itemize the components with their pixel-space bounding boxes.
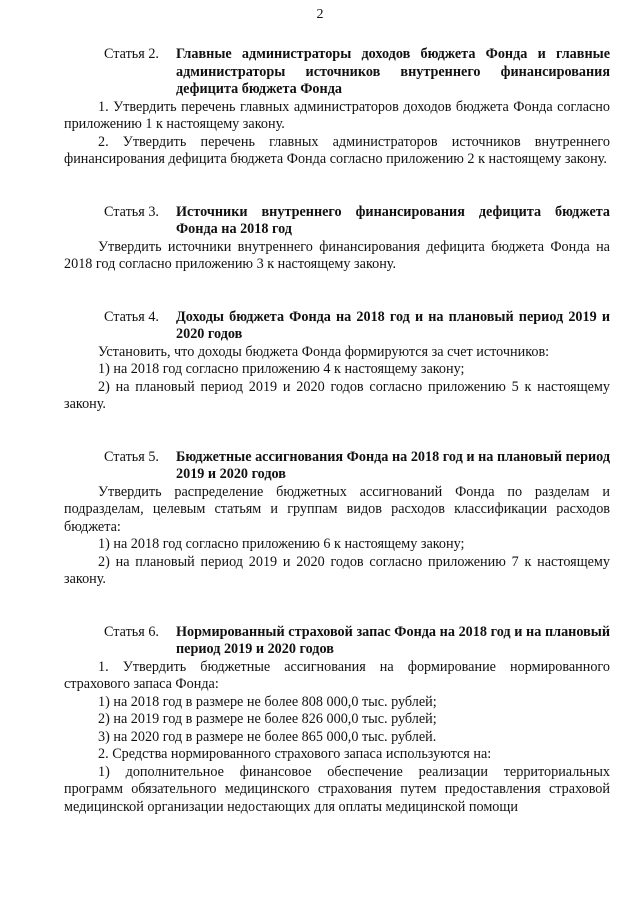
article-label: Статья 3. — [104, 203, 159, 220]
article-5 — [64, 449, 610, 589]
paragraph: 1) на 2018 год согласно приложению 6 к настоящему закону; — [98, 536, 465, 552]
article-3 — [64, 204, 610, 274]
paragraph: 2) на плановый период 2019 и 2020 годов согласно приложению 7 к настоящему закону. — [64, 553, 610, 587]
paragraph: Утвердить источники внутреннего финансирования дефицита бюджета Фонда на 2018 год согласно приложению 3 к настоящему закону. — [64, 238, 610, 272]
article-6 — [64, 624, 610, 817]
paragraph: 3) на 2020 год в размере не более 865 000,0 тыс. рублей. — [98, 728, 437, 745]
paragraph: 1) на 2018 год в размере не более 808 000,0 тыс. рублей; — [98, 693, 437, 710]
page-number: 2 — [316, 7, 324, 22]
paragraph: 1. Утвердить бюджетные ассигнования на формирование нормированного страхового запаса Фонда: — [64, 658, 610, 692]
article-label: Статья 6. — [104, 623, 159, 640]
paragraph: Установить, что доходы бюджета Фонда формируются за счет источников: — [98, 343, 550, 360]
article-title: Доходы бюджета Фонда на 2018 год и на плановый период 2019 и 2020 годов — [176, 308, 610, 342]
paragraph: 2) на плановый период 2019 и 2020 годов согласно приложению 5 к настоящему закону. — [64, 378, 610, 412]
article-title: Бюджетные ассигнования Фонда на 2018 год и на плановый период 2019 и 2020 годов — [176, 448, 610, 482]
document-body — [64, 46, 610, 816]
article-title: Нормированный страховой запас Фонда на 2018 год и на плановый период 2019 и 2020 годов — [176, 623, 610, 657]
article-label: Статья 2. — [104, 46, 159, 62]
article-title: Источники внутреннего финансирования дефицита бюджета Фонда на 2018 год — [176, 203, 610, 237]
article-2 — [64, 46, 610, 169]
article-label: Статья 4. — [104, 308, 159, 325]
paragraph: 2. Утвердить перечень главных администраторов источников внутреннего финансирования дефицита бюджета Фонда согласно приложению 2 к настоящему закону. — [64, 133, 610, 167]
paragraph: 1) дополнительное финансовое обеспечение реализации территориальных программ обязательного медицинского страхования путем предоставления страховой медицинской организации недостающих для оплаты медицинской помощи — [64, 763, 610, 815]
paragraph: 2. Средства нормированного страхового запаса используются на: — [98, 746, 492, 762]
paragraph: Утвердить распределение бюджетных ассигнований Фонда по разделам и подразделам, целевым статьям и группам видов расходов классификации расходов бюджета: — [64, 483, 610, 535]
paragraph: 1. Утвердить перечень главных администраторов доходов бюджета Фонда согласно приложению 1 к настоящему закону. — [64, 98, 610, 132]
paragraph: 1) на 2018 год согласно приложению 4 к настоящему закону; — [98, 361, 465, 377]
article-title: Главные администраторы доходов бюджета Фонда и главные администраторы источников внутреннего финансирования дефицита бюджета Фонда — [176, 46, 610, 97]
article-label: Статья 5. — [104, 448, 159, 465]
paragraph: 2) на 2019 год в размере не более 826 000,0 тыс. рублей; — [98, 711, 437, 727]
article-4 — [64, 309, 610, 414]
